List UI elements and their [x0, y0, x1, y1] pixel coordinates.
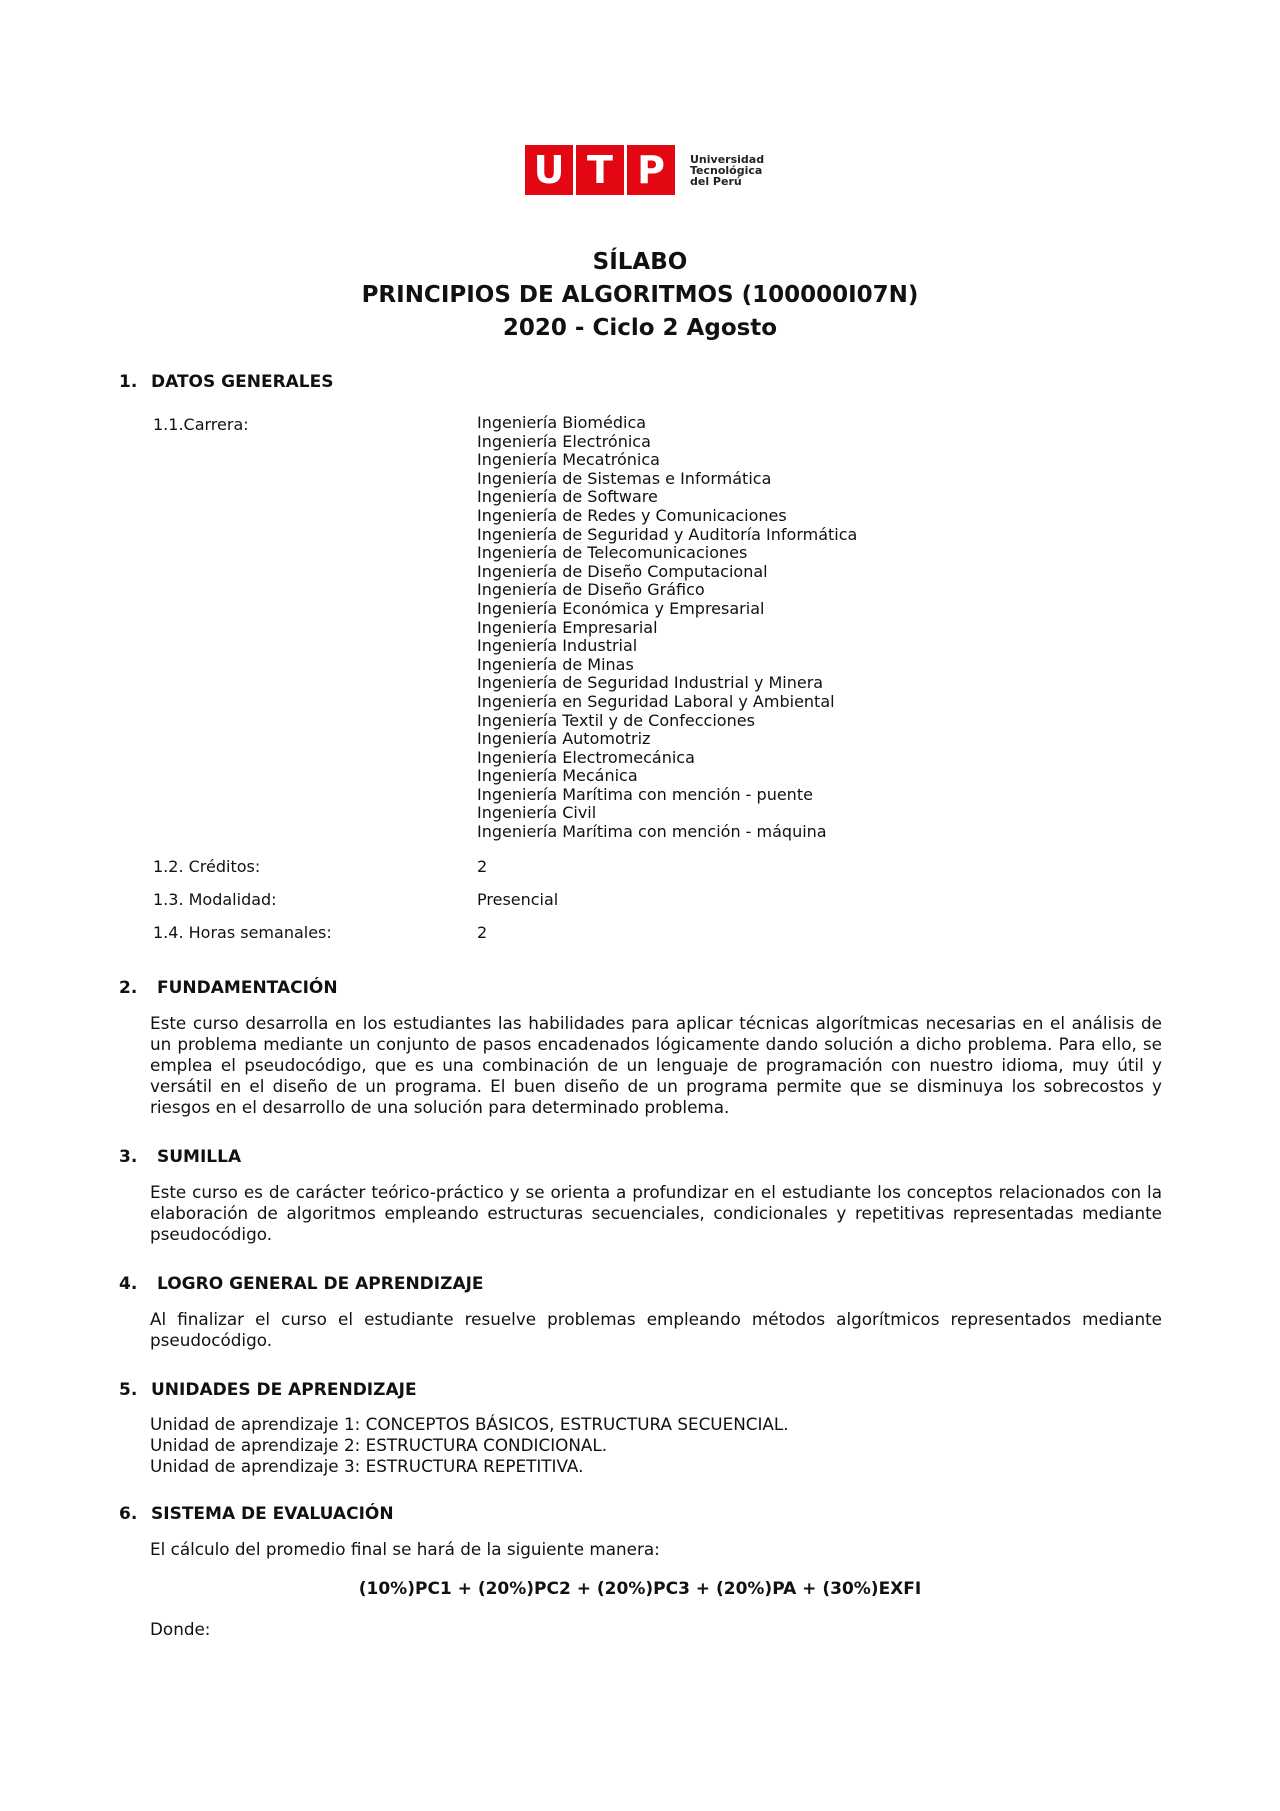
- donde-label: Donde:: [150, 1619, 211, 1639]
- logro-text: Al finalizar el curso el estudiante resuelve problemas empleando métodos algorítmicos representados mediante pseudocódigo.: [150, 1309, 1162, 1350]
- career-item: Ingeniería Mecánica: [477, 766, 638, 786]
- section-4-heading: [119, 1274, 484, 1294]
- creditos-value: 2: [477, 857, 488, 876]
- logo-letter-u: U: [525, 145, 573, 195]
- logo-text-line: Tecnológica: [690, 163, 763, 177]
- section-3-heading: [119, 1147, 241, 1167]
- career-item: Ingeniería Marítima con mención - máquina: [477, 822, 827, 842]
- career-item: Ingeniería Biomédica: [477, 413, 647, 432]
- section-6-heading: [119, 1504, 394, 1524]
- section-title: DATOS GENERALES: [151, 372, 334, 392]
- logo-text-line: Universidad: [690, 152, 765, 166]
- section-title: SISTEMA DE EVALUACIÓN: [151, 1504, 394, 1524]
- section-number: 3.: [119, 1147, 138, 1167]
- career-item: Ingeniería Mecatrónica: [477, 450, 660, 470]
- evaluation-intro: El cálculo del promedio final se hará de la siguiente manera:: [150, 1539, 660, 1559]
- section-number: 6.: [119, 1504, 138, 1524]
- career-item: Ingeniería Automotriz: [477, 729, 651, 749]
- career-item: Ingeniería de Diseño Gráfico: [477, 580, 705, 600]
- document-title: [0, 246, 1280, 345]
- modalidad-label: 1.3. Modalidad:: [153, 890, 277, 909]
- section-2-heading: [119, 978, 338, 998]
- career-item: Ingeniería de Redes y Comunicaciones: [477, 505, 787, 525]
- career-item: Ingeniería de Software: [477, 487, 658, 507]
- career-item: Ingeniería Electromecánica: [477, 747, 695, 767]
- career-item: Ingeniería Marítima con mención - puente: [477, 784, 813, 804]
- section-title: SUMILLA: [157, 1147, 242, 1167]
- section-number: 2.: [119, 978, 138, 998]
- carrera-label: 1.1.Carrera:: [153, 415, 249, 434]
- unit-item: Unidad de aprendizaje 2: ESTRUCTURA CONDICIONAL.: [150, 1435, 608, 1455]
- career-item: Ingeniería Industrial: [477, 636, 638, 656]
- title-course: PRINCIPIOS DE ALGORITMOS (100000I07N): [361, 282, 919, 308]
- section-number: 4.: [119, 1274, 138, 1294]
- unit-item: Unidad de aprendizaje 1: CONCEPTOS BÁSICOS, ESTRUCTURA SECUENCIAL.: [150, 1414, 789, 1434]
- career-item: Ingeniería de Diseño Computacional: [477, 561, 768, 581]
- section-title: UNIDADES DE APRENDIZAJE: [151, 1380, 417, 1400]
- logo-letter-t: T: [576, 145, 624, 195]
- fundamentacion-text: Este curso desarrolla en los estudiantes las habilidades para aplicar técnicas algorítmicas necesarias en el análisis de un problema mediante un conjunto de pasos encadenados lógicamente dando solución a dicho problema. Para ello, se emplea el pseudocódigo, que es una combinación de un lenguaje de programación con nuestro idioma, muy útil y versátil en el diseño de un programa. El buen diseño de un programa permite que se disminuya los sobrecostos y riesgos en el desarrollo de una solución para determinado problema.: [150, 1013, 1162, 1117]
- creditos-label: 1.2. Créditos:: [153, 857, 261, 876]
- evaluation-formula: (10%)PC1 + (20%)PC2 + (20%)PC3 + (20%)PA + (30%)EXFI: [358, 1579, 922, 1599]
- logo-letter-p: P: [627, 145, 675, 195]
- career-item: Ingeniería de Minas: [477, 654, 634, 674]
- title-silabo: SÍLABO: [592, 249, 688, 275]
- section-title: FUNDAMENTACIÓN: [157, 978, 338, 998]
- utp-logo: [525, 145, 764, 195]
- section-number: 1.: [119, 372, 138, 392]
- horas-label: 1.4. Horas semanales:: [153, 923, 332, 942]
- section-1-heading: [119, 372, 334, 392]
- career-item: Ingeniería de Seguridad y Auditoría Informática: [477, 524, 858, 544]
- logo-text-line: del Perú: [690, 174, 742, 188]
- career-item: Ingeniería Civil: [477, 803, 597, 823]
- career-item: Ingeniería Textil y de Confecciones: [477, 710, 755, 730]
- career-item: Ingeniería Económica y Empresarial: [477, 598, 765, 618]
- career-item: Ingeniería Electrónica: [477, 431, 651, 451]
- career-item: Ingeniería en Seguridad Laboral y Ambiental: [477, 691, 835, 711]
- careers-list: [477, 414, 857, 842]
- career-item: Ingeniería de Telecomunicaciones: [477, 543, 748, 563]
- section-number: 5.: [119, 1380, 138, 1400]
- section-5-heading: [119, 1380, 417, 1400]
- modalidad-value: Presencial: [477, 890, 559, 909]
- unit-item: Unidad de aprendizaje 3: ESTRUCTURA REPETITIVA.: [150, 1456, 584, 1476]
- career-item: Ingeniería Empresarial: [477, 617, 658, 637]
- career-item: Ingeniería de Seguridad Industrial y Minera: [477, 673, 824, 693]
- career-item: Ingeniería de Sistemas e Informática: [477, 468, 772, 488]
- units-list: [150, 1414, 789, 1477]
- title-period: 2020 - Ciclo 2 Agosto: [502, 315, 778, 341]
- sumilla-text: Este curso es de carácter teórico-práctico y se orienta a profundizar en el estudiante los conceptos relacionados con la elaboración de algoritmos empleando estructuras secuenciales, condicionales y repetitivas representadas mediante pseudocódigo.: [150, 1182, 1162, 1244]
- horas-value: 2: [477, 923, 488, 942]
- section-title: LOGRO GENERAL DE APRENDIZAJE: [157, 1274, 484, 1294]
- logo-wordmark: [690, 154, 764, 187]
